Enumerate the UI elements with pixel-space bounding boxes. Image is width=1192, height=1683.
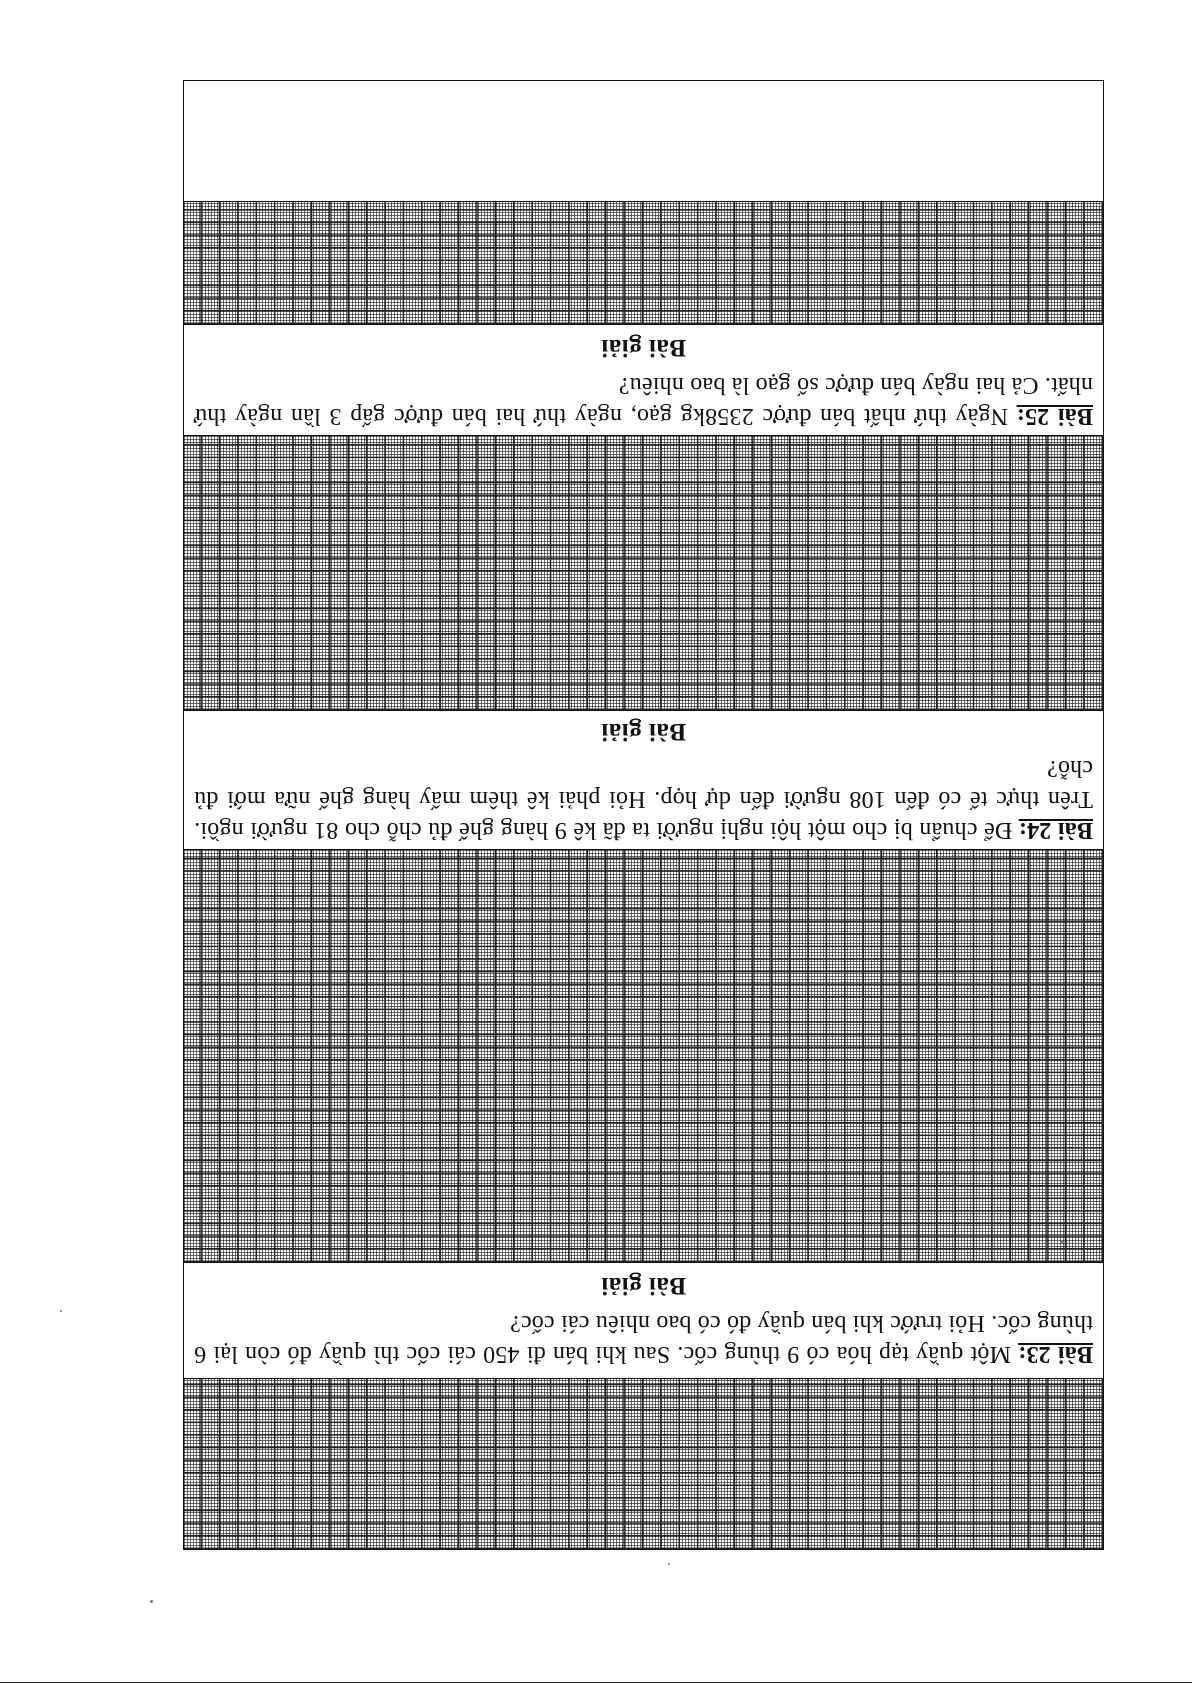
problem-23-number: Bài 23: bbox=[1018, 1341, 1093, 1367]
problem-24-text: Để chuẩn bị cho một hội nghị người ta đã kê 9 hàng ghế đủ chỗ cho 81 người ngồi. Trên thực tế có đến 108 người đến dự họp. Hỏi phải kê thêm mấy hàng ghế nữa mới đủ chỗ? bbox=[194, 755, 1093, 843]
worksheet-frame bbox=[183, 80, 1104, 1550]
problem-23 bbox=[194, 1307, 1093, 1369]
problem-24 bbox=[194, 752, 1093, 845]
problem-24-number: Bài 24: bbox=[1018, 817, 1093, 843]
problem-25-number: Bài 25: bbox=[1016, 403, 1093, 429]
answer-grid-24 bbox=[184, 435, 1103, 711]
scan-speck bbox=[1075, 300, 1077, 302]
scan-speck bbox=[668, 1563, 670, 1565]
answer-grid-23 bbox=[184, 849, 1103, 1263]
problem-25 bbox=[194, 369, 1093, 431]
answer-grid-25 bbox=[184, 201, 1103, 325]
problem-24-solution-heading: Bài giải bbox=[600, 718, 687, 745]
problem-23-solution-heading: Bài giải bbox=[600, 1272, 687, 1299]
scan-speck bbox=[60, 1310, 62, 1312]
problem-25-solution-heading: Bài giải bbox=[600, 334, 687, 361]
scan-speck bbox=[1060, 1240, 1063, 1243]
scan-speck bbox=[150, 1600, 153, 1603]
answer-grid-top bbox=[184, 1378, 1103, 1550]
problem-25-text: Ngày thứ nhất bán được 2358kg gạo, ngày thứ hai bán được gấp 3 lần ngày thứ nhất. Cả hai ngày bán được số gạo là bao nhiêu? bbox=[194, 372, 1093, 429]
problem-23-text: Một quầy tạp hóa có 9 thùng cốc. Sau khi bán đi 450 cái cốc thì quầy đó còn lại 6 thùng cốc. Hỏi trước khi bán quầy đó có bao nhiêu cái cốc? bbox=[194, 1310, 1093, 1367]
